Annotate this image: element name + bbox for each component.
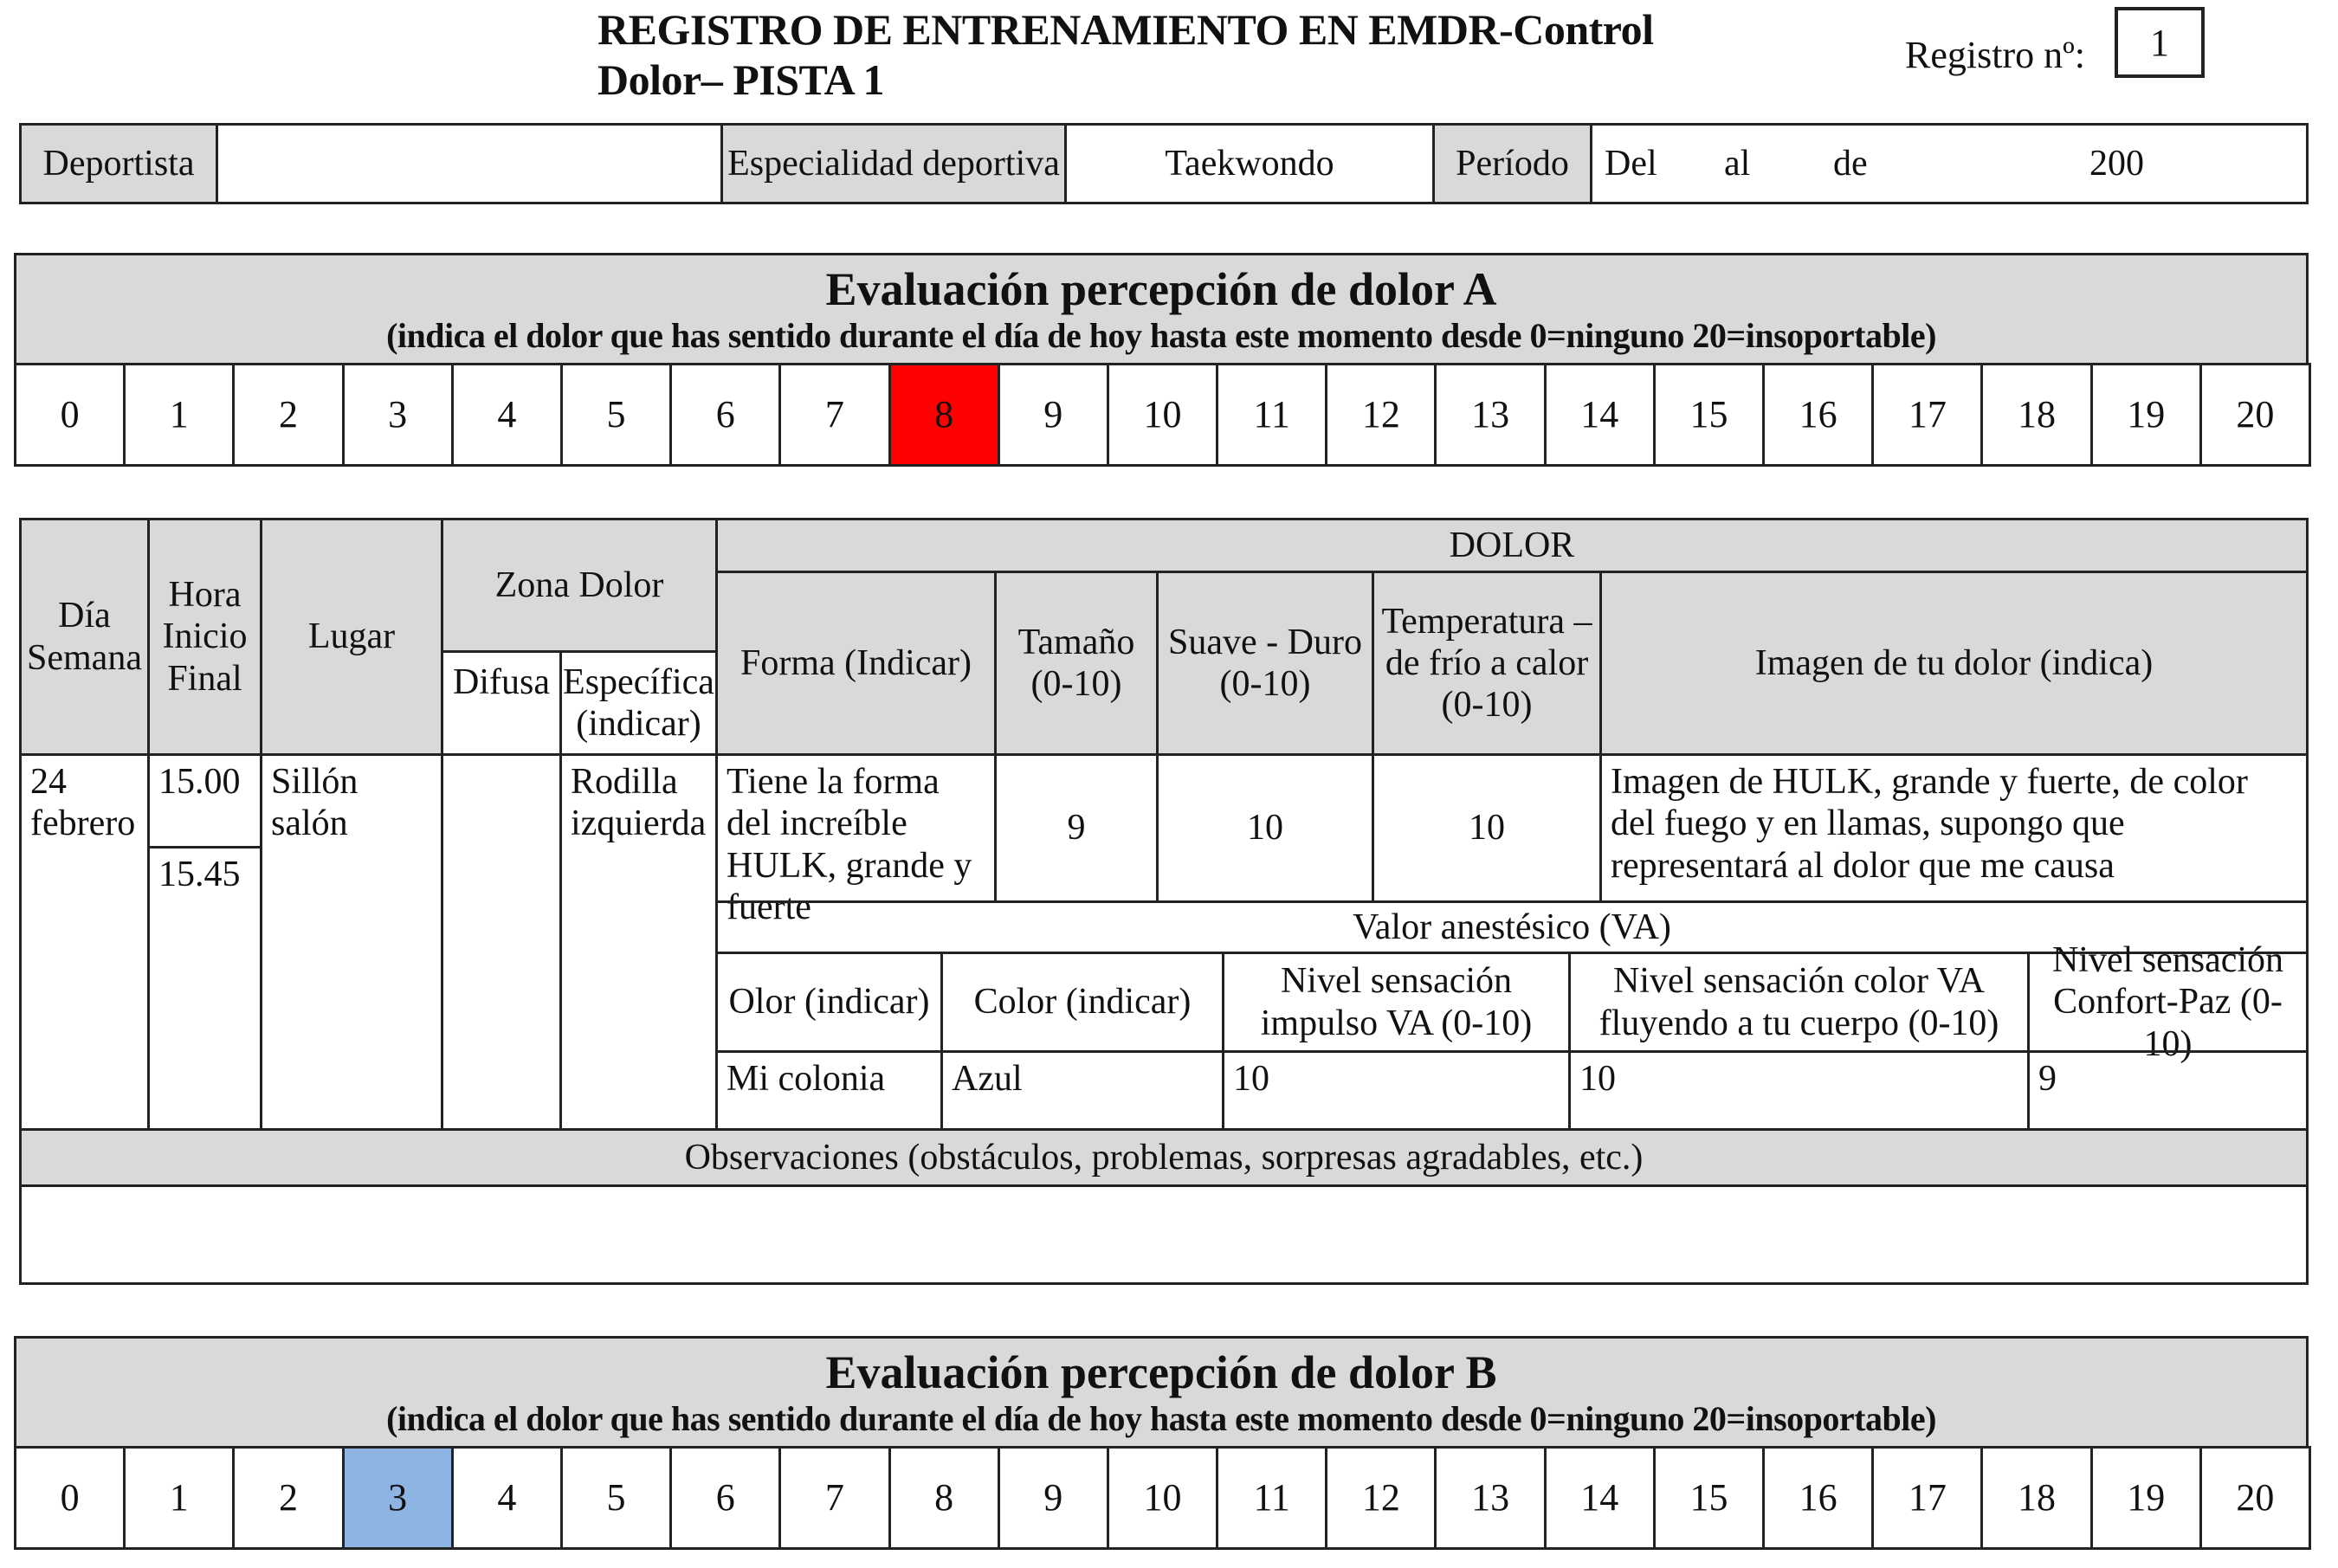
observaciones-field[interactable]: [19, 1184, 2309, 1285]
scale-a-value-10[interactable]: 10: [1107, 363, 1218, 467]
va-color-cell[interactable]: Azul: [940, 1050, 1224, 1131]
periodo-del: Del: [1605, 143, 1657, 184]
row-temp-cell[interactable]: 10: [1372, 753, 1602, 903]
scale-b-value-3[interactable]: 3: [342, 1446, 454, 1550]
col-hora-header: Hora Inicio Final: [147, 518, 262, 756]
periodo-year: 200: [2089, 143, 2144, 184]
row-suave-cell[interactable]: 10: [1156, 753, 1374, 903]
col-olor-header: Olor (indicar): [715, 952, 943, 1053]
scale-b-value-12[interactable]: 12: [1325, 1446, 1437, 1550]
periodo-label: Período: [1432, 123, 1592, 204]
scale-a-subtitle: (indica el dolor que has sentido durante el día de hoy hasta este momento desde 0=ninguno 20=insoportable): [386, 316, 1936, 356]
scale-b-value-1[interactable]: 1: [123, 1446, 235, 1550]
col-dia-header: Día Semana: [19, 518, 150, 756]
scale-a-value-2[interactable]: 2: [232, 363, 344, 467]
row-imagen-cell[interactable]: Imagen de HULK, grande y fuerte, de color del fuego y en llamas, supongo que representará al dolor que me causa: [1599, 753, 2309, 903]
scale-a-value-7[interactable]: 7: [778, 363, 890, 467]
observaciones-header: Observaciones (obstáculos, problemas, sorpresas agradables, etc.): [19, 1128, 2309, 1187]
va-confort-cell[interactable]: 9: [2027, 1050, 2309, 1131]
col-temp-header: Temperatura – de frío a calor (0-10): [1372, 571, 1602, 756]
row-lugar-cell[interactable]: Sillón salón: [260, 753, 443, 1131]
scale-a-value-0[interactable]: 0: [14, 363, 126, 467]
especialidad-field[interactable]: Taekwondo: [1064, 123, 1435, 204]
scale-a-value-17[interactable]: 17: [1871, 363, 1983, 467]
scale-b-value-5[interactable]: 5: [560, 1446, 672, 1550]
scale-b-value-8[interactable]: 8: [888, 1446, 1000, 1550]
registro-number-field[interactable]: 1: [2115, 7, 2205, 78]
col-suave-header: Suave - Duro (0-10): [1156, 571, 1374, 756]
form-title: REGISTRO DE ENTRENAMIENTO EN EMDR-Control Dolor– PISTA 1: [597, 5, 1654, 104]
scale-b-value-13[interactable]: 13: [1434, 1446, 1546, 1550]
scale-b-subtitle: (indica el dolor que has sentido durante el día de hoy hasta este momento desde 0=ninguno 20=insoportable): [386, 1399, 1936, 1439]
scale-a-value-14[interactable]: 14: [1544, 363, 1656, 467]
row-tamano-cell[interactable]: 9: [994, 753, 1159, 903]
scale-a-value-8[interactable]: 8: [888, 363, 1000, 467]
scale-a-value-16[interactable]: 16: [1762, 363, 1874, 467]
row-forma-cell[interactable]: Tiene la forma del increíble HULK, grande y fuerte: [715, 753, 997, 903]
scale-a-value-20[interactable]: 20: [2199, 363, 2311, 467]
row-difusa-cell[interactable]: [441, 753, 562, 1131]
scale-a-value-4[interactable]: 4: [451, 363, 563, 467]
scale-b-title: Evaluación percepción de dolor B: [825, 1345, 1497, 1398]
scale-a-value-5[interactable]: 5: [560, 363, 672, 467]
scale-b-value-2[interactable]: 2: [232, 1446, 344, 1550]
deportista-label: Deportista: [19, 123, 218, 204]
scale-b-value-4[interactable]: 4: [451, 1446, 563, 1550]
row-especifica-cell[interactable]: Rodilla izquierda: [559, 753, 718, 1131]
col-forma-header: Forma (Indicar): [715, 571, 997, 756]
scale-a-title: Evaluación percepción de dolor A: [825, 262, 1497, 315]
scale-b-value-7[interactable]: 7: [778, 1446, 890, 1550]
scale-a-value-18[interactable]: 18: [1980, 363, 2092, 467]
va-header: Valor anestésico (VA): [715, 900, 2309, 954]
scale-b-value-9[interactable]: 9: [998, 1446, 1109, 1550]
scale-a-value-13[interactable]: 13: [1434, 363, 1546, 467]
periodo-field[interactable]: [1590, 123, 2309, 204]
registro-label: Registro nº:: [1905, 33, 2085, 76]
col-color-header: Color (indicar): [940, 952, 1224, 1053]
col-difusa-header: Difusa: [441, 650, 562, 756]
scale-a-value-12[interactable]: 12: [1325, 363, 1437, 467]
scale-b-header: [14, 1336, 2309, 1449]
col-nivel-impulso-header: Nivel sensación impulso VA (0-10): [1222, 952, 1571, 1053]
col-imagen-header: Imagen de tu dolor (indica): [1599, 571, 2309, 756]
scale-b-value-10[interactable]: 10: [1107, 1446, 1218, 1550]
row-hora-inicio-cell[interactable]: 15.00: [147, 753, 262, 849]
scale-b-value-18[interactable]: 18: [1980, 1446, 2092, 1550]
periodo-de: de: [1833, 143, 1868, 184]
va-color-nivel-cell[interactable]: 10: [1568, 1050, 2030, 1131]
scale-b-value-6[interactable]: 6: [669, 1446, 781, 1550]
col-lugar-header: Lugar: [260, 518, 443, 756]
va-impulso-cell[interactable]: 10: [1222, 1050, 1571, 1131]
scale-a-value-9[interactable]: 9: [998, 363, 1109, 467]
scale-a-value-15[interactable]: 15: [1653, 363, 1765, 467]
col-nivel-color-header: Nivel sensación color VA fluyendo a tu cuerpo (0-10): [1568, 952, 2030, 1053]
col-tamano-header: Tamaño (0-10): [994, 571, 1159, 756]
scale-b-value-15[interactable]: 15: [1653, 1446, 1765, 1550]
scale-a-value-11[interactable]: 11: [1216, 363, 1327, 467]
scale-a-value-3[interactable]: 3: [342, 363, 454, 467]
scale-b-value-0[interactable]: 0: [14, 1446, 126, 1550]
scale-a-value-1[interactable]: 1: [123, 363, 235, 467]
col-zona-header: Zona Dolor: [441, 518, 718, 653]
scale-b-value-14[interactable]: 14: [1544, 1446, 1656, 1550]
deportista-field[interactable]: [216, 123, 723, 204]
scale-b-value-20[interactable]: 20: [2199, 1446, 2311, 1550]
especialidad-label: Especialidad deportiva: [720, 123, 1067, 204]
periodo-al: al: [1724, 143, 1751, 184]
row-hora-final-cell[interactable]: 15.45: [147, 846, 262, 1131]
col-especifica-header: Específica (indicar): [559, 650, 718, 756]
scale-b-value-19[interactable]: 19: [2090, 1446, 2202, 1550]
scale-a-value-6[interactable]: 6: [669, 363, 781, 467]
col-nivel-confort-header: Nivel sensación Confort-Paz (0-10): [2027, 952, 2309, 1053]
va-olor-cell[interactable]: Mi colonia: [715, 1050, 943, 1131]
row-dia-cell[interactable]: 24 febrero: [19, 753, 150, 1131]
scale-a-value-19[interactable]: 19: [2090, 363, 2202, 467]
scale-a-header: [14, 253, 2309, 365]
scale-b-value-16[interactable]: 16: [1762, 1446, 1874, 1550]
col-dolor-header: DOLOR: [715, 518, 2309, 573]
scale-b-value-17[interactable]: 17: [1871, 1446, 1983, 1550]
scale-b-value-11[interactable]: 11: [1216, 1446, 1327, 1550]
